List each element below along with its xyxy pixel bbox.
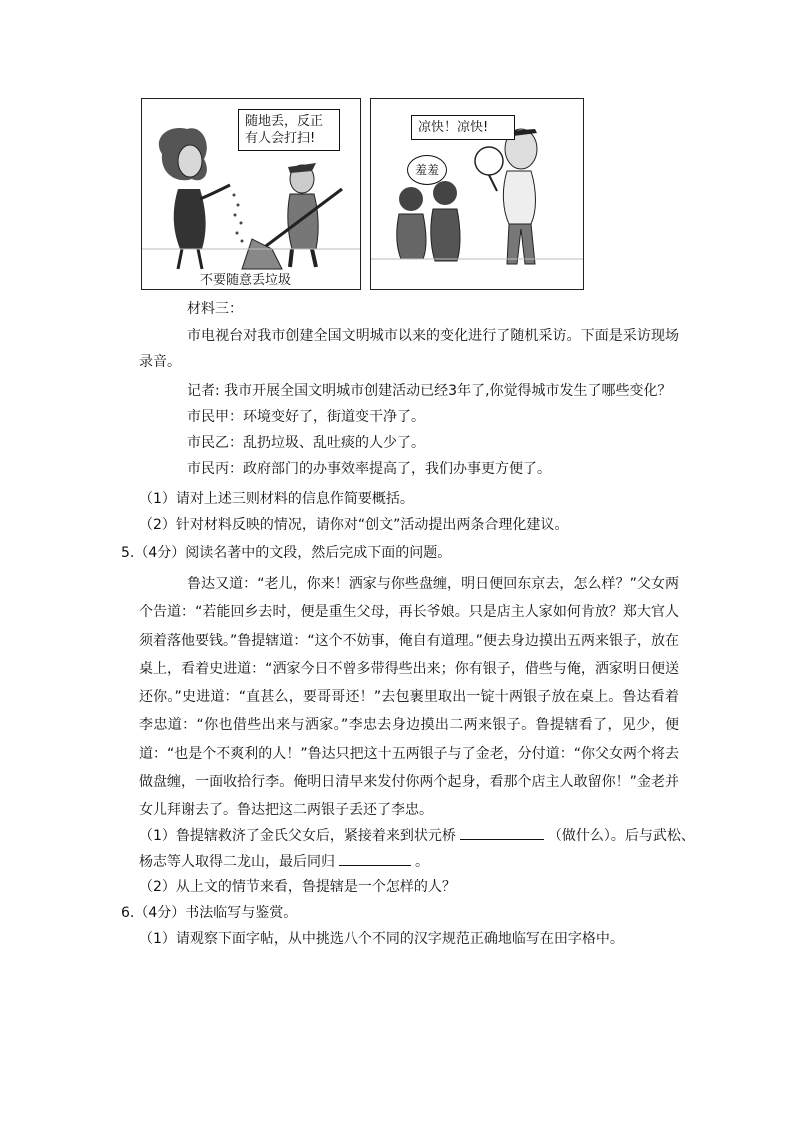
q4-sub2: （2）针对材料反映的情况，请你对“创文”活动提出两条合理化建议。 [139, 517, 569, 533]
q5-passage: 鲁达又道：“老儿，你来！洒家与你些盘缠，明日便回东京去，怎么样？”父女两个告道：“若能回乡去时，便是重生父母，再长爷娘。只是店主人家如何肯放？郑大官人须着落他要钱。”鲁提辖道：“这个不妨事，俺自有道理。”便去身边摸出五两来银子，放在桌上，看着史进道：“洒家今日不曾多带得些出来；你有银子，借些与俺，洒家明日便送还你。”史进道：“直甚么，要哥哥还！”去包裹里取出一锭十两银子放在桌上。鲁达看着李忠道：“你也借些出来与洒家。”李忠去身边摸出二两来银子。鲁提辖看了，见少，便道：“也是个不爽利的人！”鲁达只把这十五两银子与了金老，分付道：“你父女两个将去做盘缠，一面收拾行李。俺明日清早来发付你两个起身，看那个店主人敢留你！”金老并女儿拜谢去了。鲁达把这二两银子丢还了李忠。 [139, 576, 679, 819]
q5-sub1-text-a: （1）鲁提辖救济了金氏父女后，紧接着来到状元桥 [139, 828, 456, 844]
q5-sub2: （2）从上文的情节来看，鲁提辖是一个怎样的人？ [139, 879, 456, 895]
speech-cool-text: 凉快！凉快! [418, 120, 489, 135]
shy-text: 羞羞 [414, 163, 439, 177]
q5-title: 5.（4分）阅读名著中的文段，然后完成下面的问题。 [121, 545, 452, 561]
citizen-b: 市民乙：乱扔垃圾、乱吐痰的人少了。 [187, 435, 425, 451]
material3-heading: 材料三： [187, 301, 243, 317]
citizen-a: 市民甲：环境变好了，街道变干净了。 [187, 409, 425, 425]
cartoon-caption: 不要随意丢垃圾 [200, 273, 292, 288]
speech-line-1: 随地丢，反正 [245, 114, 324, 129]
speech-line-2: 有人会打扫! [245, 131, 316, 146]
citizen-c: 市民丙：政府部门的办事效率提高了，我们办事更方便了。 [187, 461, 551, 477]
q5-sub1-line2 [139, 851, 429, 872]
cartoon-panel-shirtless [370, 98, 584, 290]
cartoon-panel-litter [141, 98, 361, 290]
material3-intro: 市电视台对我市创建全国文明城市以来的变化进行了随机采访。下面是采访现场录音。 [139, 328, 679, 370]
q5-sub1-text-c: 杨志等人取得二龙山，最后同归 [139, 854, 335, 870]
q6-title: 6.（4分）书法临写与鉴赏。 [121, 905, 298, 921]
q4-sub1: （1）请对上述三则材料的信息作简要概括。 [139, 491, 414, 507]
speech-bubble-litter [238, 109, 340, 151]
q5-sub1-text-d: 。 [415, 854, 429, 870]
q6-sub1: （1）请观察下面字帖，从中挑选八个不同的汉字规范正确地临写在田字格中。 [139, 931, 624, 947]
speech-bubble-cool [411, 115, 515, 140]
answer-blank-1[interactable] [460, 825, 544, 840]
q5-sub1-text-b: （做什么）。后与武松、 [547, 828, 695, 844]
answer-blank-2[interactable] [339, 851, 411, 866]
q5-sub1-line1 [139, 825, 695, 846]
shy-bubble [407, 155, 447, 185]
reporter-question: 记者: 我市开展全国文明城市创建活动已经3年了,你觉得城市发生了哪些变化？ [187, 383, 672, 399]
